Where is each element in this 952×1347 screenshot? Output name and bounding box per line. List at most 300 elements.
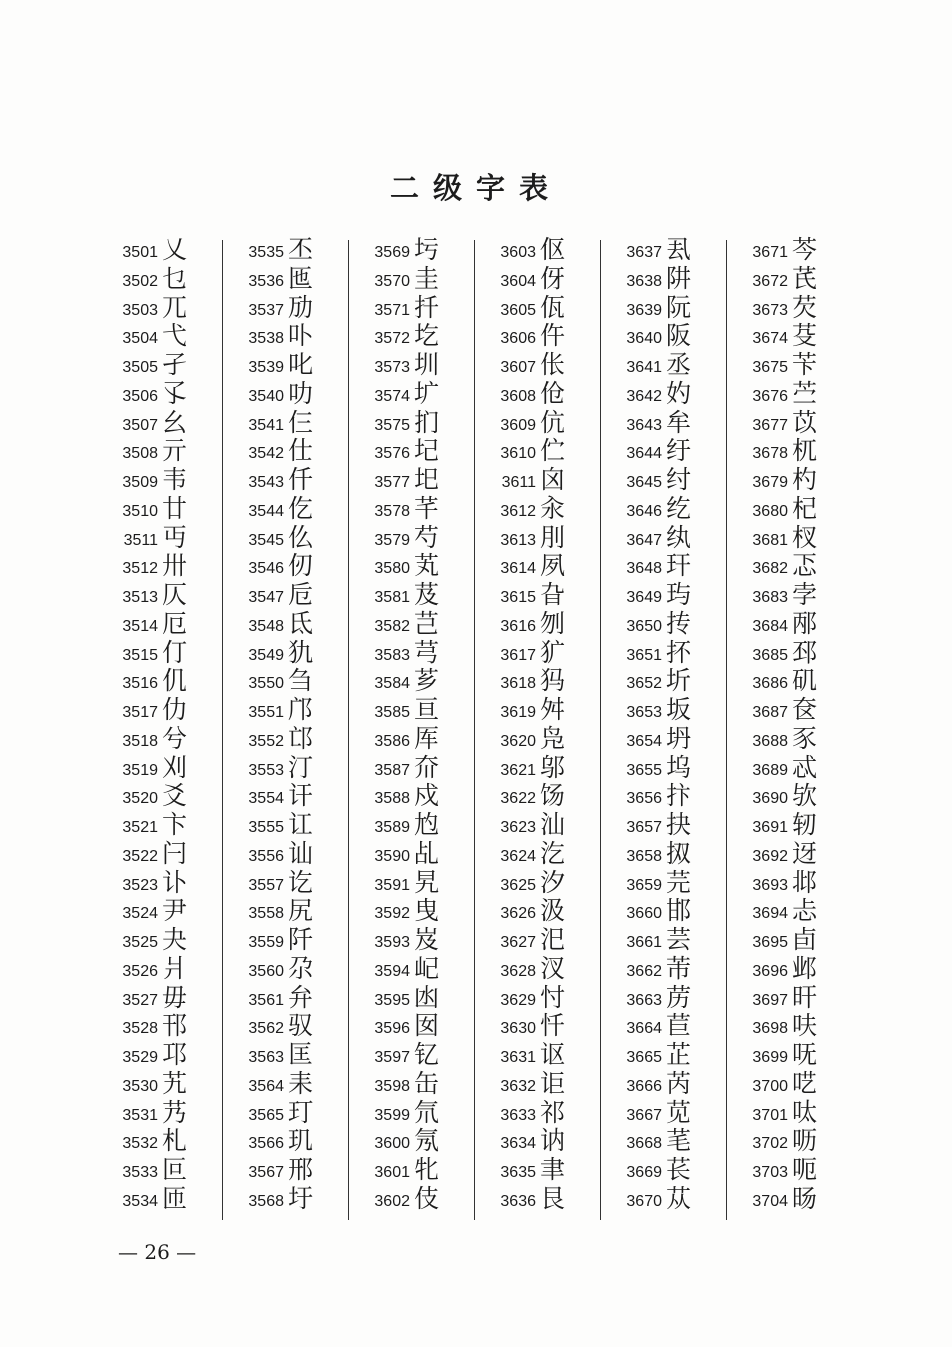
entry-number: 3682 [752, 560, 788, 578]
char-entry [482, 696, 608, 725]
char-entry [230, 639, 356, 668]
entry-character: 汆 [540, 493, 566, 523]
entry-character: 讪 [288, 838, 314, 868]
char-entry [608, 782, 734, 811]
entry-character: 苡 [792, 407, 818, 437]
char-entry [734, 639, 860, 668]
entry-character: 伧 [540, 378, 566, 408]
entry-number: 3539 [248, 359, 284, 376]
entry-character: 艮 [540, 1183, 566, 1213]
entry-character: 汀 [288, 752, 314, 782]
entry-character: 戍 [414, 781, 440, 811]
entry-character: 圹 [414, 378, 440, 408]
entry-character: 呃 [792, 1155, 818, 1184]
entry-character: 廿 [162, 493, 188, 523]
entry-number: 3667 [626, 1106, 662, 1124]
char-entry [230, 1041, 356, 1070]
entry-character: 芮 [666, 1068, 692, 1098]
char-entry [734, 984, 860, 1013]
entry-number: 3637 [626, 244, 662, 261]
entry-character: 仃 [162, 637, 188, 667]
entry-character: 舛 [540, 695, 566, 724]
entry-character: 芟 [792, 321, 818, 351]
entry-character: 卮 [288, 580, 314, 609]
entry-character: 迓 [792, 838, 818, 868]
entry-number: 3520 [122, 790, 158, 808]
entry-character: 仉 [162, 666, 188, 696]
entry-character: 弁 [288, 982, 314, 1012]
entry-character: 讦 [288, 781, 314, 811]
char-entry [482, 351, 608, 380]
char-entry [104, 409, 230, 438]
entry-number: 3557 [248, 876, 284, 894]
entry-character: 扦 [414, 292, 440, 322]
entry-character: 仄 [162, 580, 188, 609]
entry-number: 3526 [122, 962, 158, 980]
entry-character: 仞 [288, 551, 314, 581]
entry-character: 忒 [792, 752, 818, 782]
entry-number: 3660 [626, 905, 662, 923]
char-entry [230, 811, 356, 840]
entry-character: 苁 [666, 1183, 692, 1213]
entry-character: 札 [162, 1126, 188, 1156]
char-entry [608, 294, 734, 323]
char-entry [356, 1185, 482, 1214]
char-entry [356, 610, 482, 639]
entry-character: 旸 [792, 1183, 818, 1213]
entry-number: 3692 [752, 847, 788, 865]
entry-character: 汐 [540, 867, 566, 897]
char-entry [104, 955, 230, 984]
entry-number: 3516 [122, 675, 158, 693]
entry-number: 3554 [248, 790, 284, 808]
entry-character: 伥 [540, 350, 566, 379]
entry-number: 3648 [626, 560, 662, 578]
entry-number: 3646 [626, 502, 662, 520]
entry-character: 芊 [414, 493, 440, 523]
char-entry [104, 1127, 230, 1156]
char-entry [104, 380, 230, 409]
char-entry [104, 1156, 230, 1185]
entry-number: 3533 [122, 1164, 158, 1181]
entry-character: 幺 [162, 407, 188, 437]
entry-number: 3700 [752, 1077, 788, 1095]
char-entry [734, 754, 860, 783]
entry-character: 芄 [414, 551, 440, 581]
entry-number: 3553 [248, 761, 284, 779]
entry-character: 苎 [792, 378, 818, 408]
entry-character: 芡 [792, 292, 818, 322]
entry-character: 奁 [792, 695, 818, 724]
char-entry [356, 1070, 482, 1099]
entry-character: 聿 [540, 1155, 566, 1184]
entry-character: 厍 [414, 723, 440, 753]
entry-character: 佤 [540, 292, 566, 322]
entry-number: 3563 [248, 1049, 284, 1066]
char-entry [734, 1070, 860, 1099]
entry-character: 邺 [792, 953, 818, 983]
entry-number: 3589 [374, 819, 410, 836]
char-entry [356, 1041, 482, 1070]
entry-character: 厾 [666, 235, 692, 264]
entry-character: 钇 [414, 1040, 440, 1069]
char-entry [608, 236, 734, 265]
entry-number: 3514 [122, 617, 158, 635]
char-entry [482, 236, 608, 265]
entry-number: 3695 [752, 934, 788, 951]
entry-number: 3523 [122, 876, 158, 894]
entry-character: 芍 [414, 522, 440, 552]
entry-character: 芗 [414, 666, 440, 696]
entry-number: 3614 [500, 560, 536, 578]
char-entry [608, 265, 734, 294]
char-entry [608, 667, 734, 696]
char-entry [104, 782, 230, 811]
entry-character: 豕 [792, 723, 818, 753]
entry-number: 3632 [500, 1077, 536, 1095]
char-entry [734, 869, 860, 898]
entry-number: 3669 [626, 1164, 662, 1181]
char-entry [230, 380, 356, 409]
char-entry [482, 322, 608, 351]
char-entry [482, 524, 608, 553]
entry-number: 3616 [500, 617, 536, 635]
entry-number: 3666 [626, 1077, 662, 1095]
entry-number: 3585 [374, 704, 410, 721]
entry-number: 3560 [248, 962, 284, 980]
char-entry [734, 782, 860, 811]
entry-number: 3531 [122, 1106, 158, 1124]
char-entry [230, 351, 356, 380]
entry-character: 呋 [792, 1011, 818, 1041]
char-entry [482, 552, 608, 581]
char-entry [356, 466, 482, 495]
entry-number: 3598 [374, 1077, 410, 1095]
entry-number: 3664 [626, 1020, 662, 1038]
char-entry [482, 265, 608, 294]
char-entry [356, 1127, 482, 1156]
entry-number: 3703 [752, 1164, 788, 1181]
entry-number: 3656 [626, 790, 662, 808]
entry-number: 3593 [374, 934, 410, 951]
char-entry [482, 294, 608, 323]
entry-character: 丕 [288, 235, 314, 264]
entry-character: 邙 [288, 723, 314, 753]
char-entry [104, 696, 230, 725]
char-entry [482, 639, 608, 668]
entry-number: 3696 [752, 962, 788, 980]
entry-number: 3685 [752, 646, 788, 664]
entry-character: 犰 [288, 637, 314, 667]
entry-number: 3587 [374, 761, 410, 779]
entry-character: 呖 [792, 1126, 818, 1156]
entry-character: 囟 [540, 465, 566, 494]
entry-number: 3508 [122, 445, 158, 463]
entry-number: 3511 [123, 531, 158, 549]
entry-number: 3555 [248, 819, 284, 836]
entry-character: 呒 [792, 1040, 818, 1069]
char-entry [356, 696, 482, 725]
char-entry [356, 524, 482, 553]
entry-character: 缶 [414, 1068, 440, 1098]
char-entry [734, 351, 860, 380]
entry-character: 刎 [540, 608, 566, 638]
entry-character: 邛 [162, 1040, 188, 1069]
char-entry [104, 265, 230, 294]
char-entry [608, 380, 734, 409]
entry-number: 3672 [752, 272, 788, 290]
entry-character: 阮 [666, 292, 692, 322]
entry-character: 祁 [540, 1097, 566, 1127]
char-entry [734, 897, 860, 926]
entry-character: 坞 [666, 752, 692, 782]
entry-number: 3665 [626, 1049, 662, 1066]
entry-number: 3542 [248, 445, 284, 463]
char-entry [230, 696, 356, 725]
entry-character: 玙 [666, 580, 692, 609]
char-column [482, 236, 608, 1220]
char-entry [356, 984, 482, 1013]
char-entry [608, 322, 734, 351]
entry-character: 讧 [288, 810, 314, 839]
entry-number: 3599 [374, 1106, 410, 1124]
char-entry [104, 524, 230, 553]
entry-number: 3525 [122, 934, 158, 951]
char-entry [608, 754, 734, 783]
entry-number: 3550 [248, 675, 284, 693]
char-entry [356, 1012, 482, 1041]
entry-number: 3603 [500, 244, 536, 261]
char-entry [608, 581, 734, 610]
char-entry [104, 294, 230, 323]
char-entry [608, 1127, 734, 1156]
entry-character: 艿 [162, 1097, 188, 1127]
entry-number: 3618 [500, 675, 536, 693]
entry-character: 忖 [540, 982, 566, 1012]
entry-character: 刈 [162, 752, 188, 782]
entry-number: 3631 [500, 1049, 536, 1066]
entry-character: 岌 [414, 925, 440, 954]
entry-number: 3701 [752, 1106, 788, 1124]
entry-number: 3541 [248, 416, 284, 434]
char-entry [482, 1185, 608, 1214]
char-entry [104, 351, 230, 380]
entry-number: 3613 [500, 531, 536, 549]
entry-character: 汲 [540, 896, 566, 926]
char-entry [104, 811, 230, 840]
char-entry [230, 322, 356, 351]
char-entry [104, 869, 230, 898]
char-entry [482, 1099, 608, 1128]
entry-character: 尻 [288, 896, 314, 926]
entry-character: 玕 [666, 551, 692, 581]
char-entry [104, 639, 230, 668]
entry-number: 3687 [752, 704, 788, 721]
char-entry [608, 696, 734, 725]
char-entry [356, 294, 482, 323]
entry-character: 圬 [414, 235, 440, 264]
char-column [230, 236, 356, 1220]
entry-character: 抉 [666, 810, 692, 839]
entry-character: 匡 [288, 1040, 314, 1069]
char-entry [482, 955, 608, 984]
char-entry [482, 1156, 608, 1185]
entry-number: 3677 [752, 416, 788, 434]
entry-number: 3600 [374, 1135, 410, 1153]
entry-character: 伉 [540, 407, 566, 437]
entry-character: 芸 [666, 925, 692, 954]
char-entry [230, 1127, 356, 1156]
char-entry [482, 1127, 608, 1156]
char-entry [608, 610, 734, 639]
entry-character: 杓 [792, 465, 818, 494]
char-entry [482, 466, 608, 495]
char-entry [230, 1185, 356, 1214]
entry-number: 3588 [374, 790, 410, 808]
entry-character: 孓 [162, 378, 188, 408]
entry-number: 3510 [122, 502, 158, 520]
entry-number: 3551 [248, 704, 284, 721]
entry-number: 3630 [500, 1020, 536, 1038]
char-entry [356, 351, 482, 380]
char-entry [482, 926, 608, 955]
entry-character: 杈 [792, 522, 818, 552]
entry-number: 3518 [122, 732, 158, 750]
entry-number: 3601 [374, 1164, 410, 1181]
char-column [104, 236, 230, 1220]
char-entry [734, 380, 860, 409]
char-entry [356, 581, 482, 610]
column-divider [222, 240, 223, 1220]
entry-number: 3534 [122, 1192, 158, 1210]
char-entry [734, 1156, 860, 1185]
entry-number: 3561 [248, 991, 284, 1009]
char-entry [482, 610, 608, 639]
char-entry [482, 1070, 608, 1099]
entry-number: 3537 [248, 301, 284, 319]
entry-number: 3662 [626, 962, 662, 980]
char-entry [230, 782, 356, 811]
entry-number: 3629 [500, 991, 536, 1009]
char-entry [734, 294, 860, 323]
char-entry [734, 236, 860, 265]
entry-character: 尕 [288, 953, 314, 983]
entry-character: 仕 [288, 436, 314, 466]
char-entry [734, 581, 860, 610]
entry-number: 3649 [626, 589, 662, 606]
char-entry [482, 380, 608, 409]
entry-number: 3590 [374, 847, 410, 865]
entry-character: 芩 [792, 235, 818, 264]
entry-character: 讷 [540, 1126, 566, 1156]
char-entry [482, 581, 608, 610]
char-entry [230, 667, 356, 696]
entry-character: 芫 [666, 867, 692, 897]
entry-number: 3578 [374, 502, 410, 520]
entry-number: 3647 [626, 531, 662, 549]
entry-character: 丞 [666, 350, 692, 379]
entry-number: 3623 [500, 819, 536, 836]
entry-number: 3552 [248, 732, 284, 750]
entry-character: 耒 [288, 1068, 314, 1098]
entry-number: 3528 [122, 1020, 158, 1038]
char-entry [734, 1099, 860, 1128]
entry-number: 3580 [374, 560, 410, 578]
entry-character: 苋 [666, 1097, 692, 1127]
char-entry [734, 552, 860, 581]
char-entry [230, 552, 356, 581]
entry-number: 3690 [752, 790, 788, 808]
character-table [104, 236, 840, 1220]
entry-number: 3678 [752, 445, 788, 463]
entry-number: 3521 [122, 819, 158, 836]
entry-number: 3691 [752, 819, 788, 836]
entry-character: 忏 [540, 1011, 566, 1041]
char-entry [482, 984, 608, 1013]
entry-character: 驭 [288, 1011, 314, 1041]
entry-number: 3670 [626, 1192, 662, 1210]
char-entry [356, 639, 482, 668]
char-entry [734, 610, 860, 639]
entry-number: 3549 [248, 646, 284, 664]
char-entry [356, 1156, 482, 1185]
entry-number: 3651 [626, 646, 662, 664]
char-entry [230, 754, 356, 783]
entry-number: 3679 [752, 474, 788, 491]
entry-number: 3524 [122, 905, 158, 923]
entry-character: 弋 [162, 321, 188, 351]
entry-character: 旰 [792, 982, 818, 1012]
char-entry [356, 495, 482, 524]
entry-number: 3564 [248, 1077, 284, 1095]
entry-character: 芎 [414, 637, 440, 667]
char-entry [104, 552, 230, 581]
entry-number: 3636 [500, 1192, 536, 1210]
entry-number: 3530 [122, 1077, 158, 1095]
entry-character: 阱 [666, 263, 692, 293]
entry-number: 3540 [248, 387, 284, 405]
entry-number: 3586 [374, 732, 410, 750]
entry-character: 邶 [792, 867, 818, 897]
char-entry [608, 1070, 734, 1099]
char-entry [104, 1185, 230, 1214]
entry-number: 3532 [122, 1135, 158, 1153]
entry-number: 3502 [122, 272, 158, 290]
char-entry [356, 322, 482, 351]
entry-number: 3654 [626, 732, 662, 750]
char-entry [104, 581, 230, 610]
char-entry [356, 236, 482, 265]
entry-character: 伢 [540, 263, 566, 293]
char-entry [230, 1156, 356, 1185]
entry-character: 圯 [414, 465, 440, 494]
char-entry [734, 265, 860, 294]
char-entry [608, 984, 734, 1013]
entry-number: 3659 [626, 876, 662, 894]
char-entry [230, 294, 356, 323]
entry-character: 犸 [540, 666, 566, 696]
entry-number: 3515 [122, 646, 158, 664]
entry-number: 3577 [374, 474, 410, 491]
entry-number: 3698 [752, 1020, 788, 1038]
entry-number: 3645 [626, 474, 662, 491]
char-entry [482, 840, 608, 869]
char-entry [356, 409, 482, 438]
entry-character: 凫 [540, 723, 566, 753]
entry-number: 3625 [500, 876, 536, 894]
entry-character: 孑 [162, 350, 188, 379]
entry-character: 杌 [792, 436, 818, 466]
